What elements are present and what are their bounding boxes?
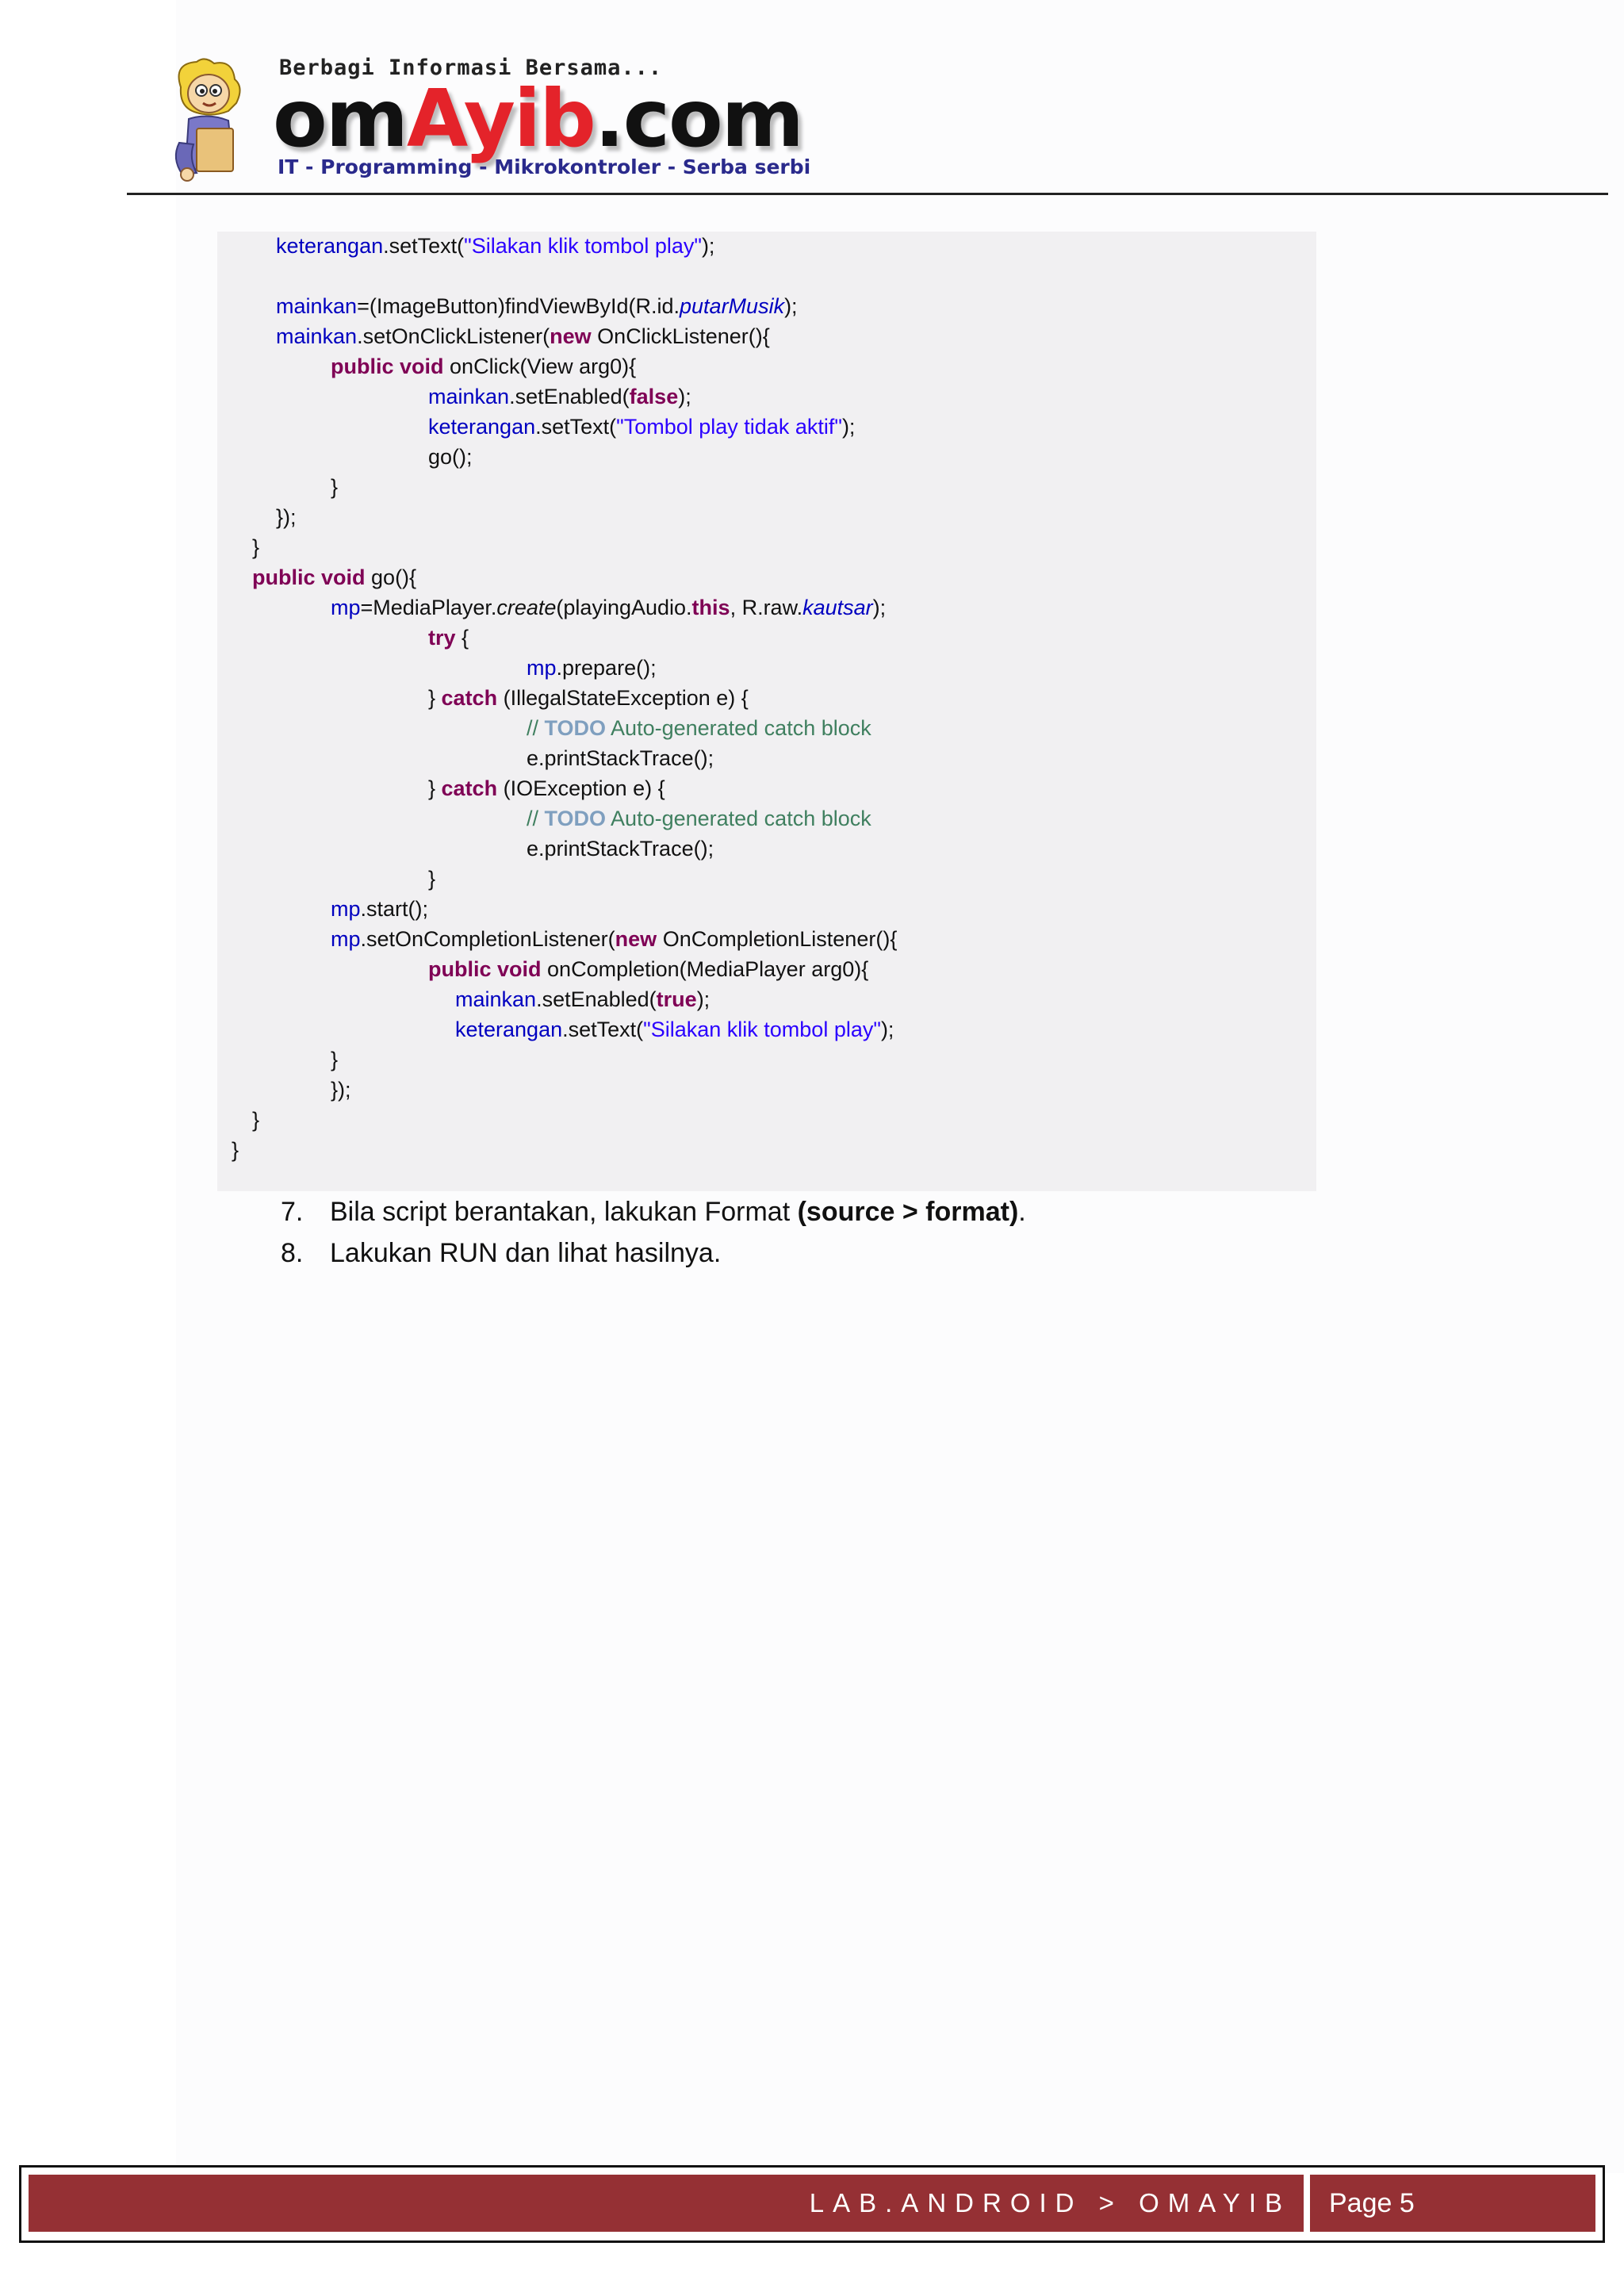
sub-tagline: IT - Programming - Mikrokontroler - Serba serbi — [278, 155, 811, 178]
code-token: keterangan — [276, 234, 384, 258]
code-token: ); — [784, 294, 798, 318]
code-token: void — [497, 957, 542, 981]
code-token — [394, 355, 400, 378]
code-token: =(ImageButton)findViewById(R.id. — [357, 294, 680, 318]
code-token: catch — [441, 776, 498, 800]
code-line: } — [331, 475, 339, 499]
code-token: kautsar — [802, 596, 873, 619]
code-token: "Silakan klik tombol play" — [643, 1018, 881, 1041]
code-token: new — [615, 927, 657, 951]
code-token: // — [527, 716, 545, 740]
code-line: go(); — [428, 445, 473, 469]
code-token: .setEnabled( — [536, 987, 657, 1011]
code-token: .setText( — [383, 234, 465, 258]
code-token: mainkan — [276, 294, 358, 318]
code-line — [428, 382, 691, 411]
code-token: =MediaPlayer. — [360, 596, 497, 619]
code-line — [428, 774, 665, 803]
code-token: "Tombol play tidak aktif" — [616, 415, 842, 439]
step-text-plain: Bila script berantakan, lakukan Format — [330, 1197, 798, 1227]
code-token: catch — [441, 686, 498, 710]
logo-text-com: .com — [594, 72, 802, 165]
code-token: OnClickListener(){ — [591, 324, 770, 348]
code-token: ); — [678, 385, 691, 408]
code-token: void — [321, 565, 366, 589]
code-token: ); — [872, 596, 887, 619]
code-line — [252, 563, 416, 592]
code-line: } — [428, 867, 436, 891]
step-number: 7. — [281, 1197, 304, 1227]
site-logo[interactable] — [273, 71, 802, 167]
code-token: keterangan — [455, 1018, 563, 1041]
code-token: } — [428, 686, 442, 710]
code-token: .setText( — [562, 1018, 644, 1041]
footer-lab-title: LAB.ANDROID > OMAYIB — [809, 2188, 1291, 2217]
code-line — [428, 684, 749, 712]
code-token: try — [428, 626, 456, 650]
code-line: e.printStackTrace(); — [527, 837, 714, 861]
code-token: public — [331, 355, 394, 378]
code-token: Auto-generated catch block — [606, 716, 871, 740]
code-line — [331, 895, 428, 923]
code-line: } — [252, 1108, 260, 1132]
code-line — [276, 232, 714, 260]
mascot-logo-icon — [165, 56, 252, 186]
code-line — [276, 292, 798, 320]
code-token: this — [691, 596, 730, 619]
code-token: // — [527, 807, 545, 830]
code-token: .setOnCompletionListener( — [360, 927, 615, 951]
code-token: .setEnabled( — [509, 385, 630, 408]
code-token: ); — [701, 234, 715, 258]
tagline: Berbagi Informasi Bersama... — [279, 56, 663, 80]
code-line: } — [232, 1138, 239, 1162]
code-token: TODO — [544, 807, 607, 830]
code-token: mp — [331, 897, 361, 921]
code-token: .setOnClickListener( — [357, 324, 550, 348]
code-token: putarMusik — [680, 294, 785, 318]
code-line: }); — [276, 505, 297, 529]
code-line: e.printStackTrace(); — [527, 746, 714, 770]
code-token: (playingAudio. — [556, 596, 692, 619]
code-token: ); — [841, 415, 856, 439]
step-text-bold: (source > format) — [797, 1197, 1019, 1227]
code-token: } — [428, 776, 442, 800]
code-line — [527, 654, 657, 682]
code-token: mp — [331, 596, 361, 619]
code-token: Auto-generated catch block — [606, 807, 871, 830]
code-line — [428, 623, 469, 652]
code-line — [428, 955, 868, 983]
code-token: .prepare(); — [556, 656, 657, 680]
code-line — [455, 1015, 894, 1044]
code-token: onCompletion(MediaPlayer arg0){ — [541, 957, 869, 981]
header-divider — [127, 193, 1608, 195]
code-token: TODO — [544, 716, 607, 740]
code-token — [492, 957, 498, 981]
code-line — [331, 925, 897, 953]
code-line — [331, 352, 636, 381]
code-token: true — [656, 987, 697, 1011]
page-number: Page 5 — [1329, 2188, 1415, 2218]
code-token: false — [629, 385, 679, 408]
code-token: onClick(View arg0){ — [443, 355, 637, 378]
code-token: keterangan — [428, 415, 536, 439]
code-token — [316, 565, 322, 589]
code-token: go(){ — [365, 565, 417, 589]
code-token: .setText( — [535, 415, 617, 439]
code-token: ); — [880, 1018, 894, 1041]
code-token: mp — [331, 927, 361, 951]
code-token: mainkan — [276, 324, 358, 348]
code-line: } — [252, 535, 260, 559]
code-token: mp — [527, 656, 557, 680]
code-token: .start(); — [360, 897, 429, 921]
step-text-end: . — [1018, 1197, 1026, 1227]
logo-text-om: om — [273, 72, 407, 165]
logo-text-ayib: Ayib — [406, 72, 595, 165]
step-number: 8. — [281, 1238, 304, 1268]
code-line: }); — [331, 1078, 351, 1102]
code-token: ); — [696, 987, 710, 1011]
code-line — [331, 593, 886, 622]
code-line — [276, 322, 770, 351]
code-token: void — [400, 355, 444, 378]
code-token: "Silakan klik tombol play" — [464, 234, 702, 258]
code-token: new — [550, 324, 592, 348]
code-line — [527, 804, 871, 833]
code-token: create — [496, 596, 557, 619]
code-token: public — [252, 565, 316, 589]
code-token: OnCompletionListener(){ — [657, 927, 898, 951]
code-token: { — [455, 626, 469, 650]
step-text: Lakukan RUN dan lihat hasilnya. — [330, 1238, 722, 1268]
code-token: (IllegalStateException e) { — [497, 686, 749, 710]
code-token: mainkan — [428, 385, 510, 408]
code-token: mainkan — [455, 987, 537, 1011]
step-text — [330, 1194, 1026, 1229]
code-line — [455, 985, 710, 1014]
code-line — [428, 412, 855, 441]
page-header — [0, 0, 1624, 198]
code-line — [527, 714, 871, 742]
code-token: , R.raw. — [730, 596, 803, 619]
code-token: public — [428, 957, 492, 981]
code-line: } — [331, 1048, 339, 1071]
code-token: (IOException e) { — [497, 776, 665, 800]
